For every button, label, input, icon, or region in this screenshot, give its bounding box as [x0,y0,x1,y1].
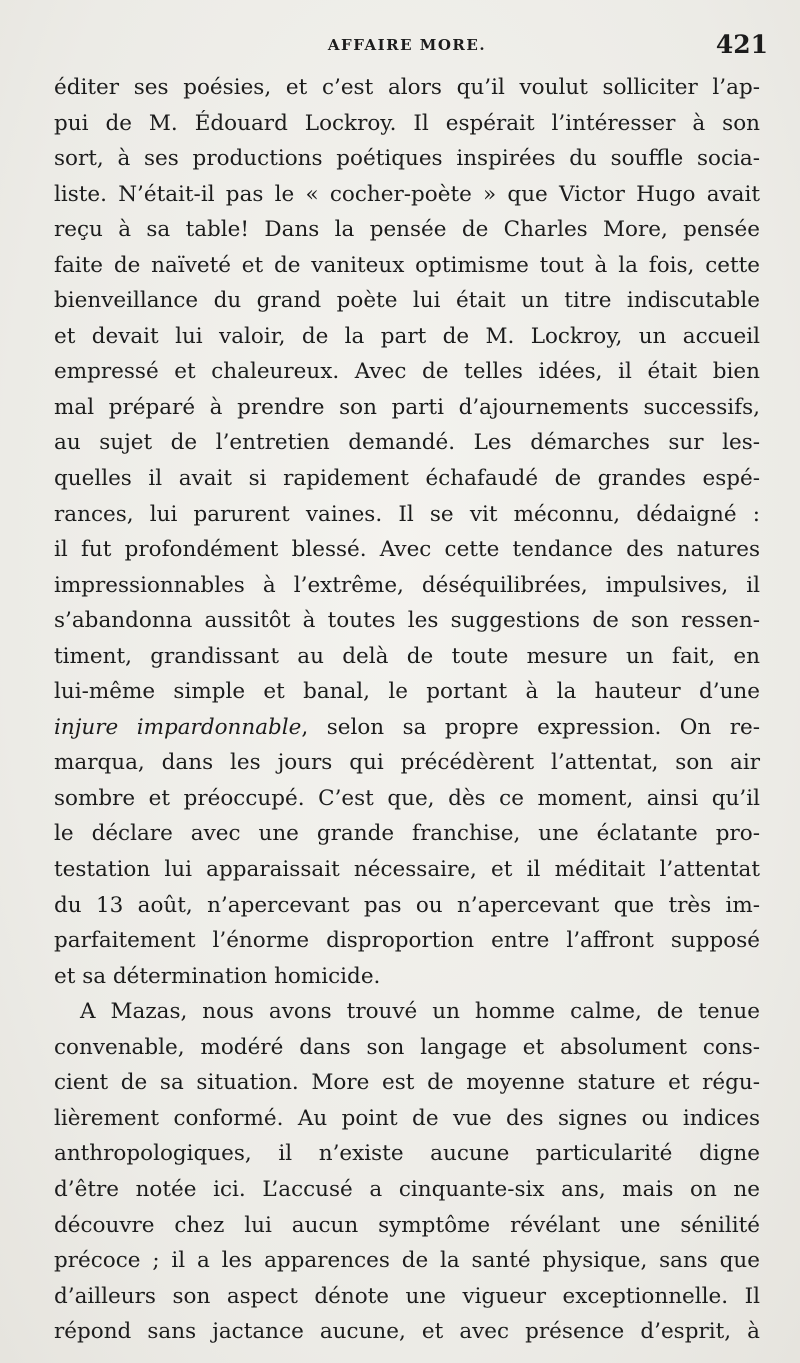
text-line: sombre et préoccupé. C’est que, dès ce moment, ainsi qu’il [54,785,760,811]
text-line: bienveillance du grand poète lui était un titre indiscutable [54,288,760,314]
page-header [52,30,768,64]
text-line: et sa détermination homicide. [54,963,381,989]
text-line: au sujet de l’entretien demandé. Les démarches sur les- [54,430,760,456]
text-line: répond sans jactance aucune, et avec présence d’esprit, à [54,1319,760,1345]
text-line: A Mazas, nous avons trouvé un homme calme, de tenue [80,999,760,1025]
text-line: cient de sa situation. More est de moyenne stature et régu- [54,1070,760,1096]
text-line: et devait lui valoir, de la part de M. Lockroy, un accueil [54,323,760,349]
text-line: le déclare avec une grande franchise, une éclatante pro- [54,821,760,847]
running-head: AFFAIRE MORE. [327,36,487,54]
text-line: mal préparé à prendre son parti d’ajournements successifs, [54,394,760,420]
text-line: éditer ses poésies, et c’est alors qu’il voulut solliciter l’ap- [54,75,760,100]
text-line: liste. N’était-il pas le « cocher-poète » que Victor Hugo avait [54,181,760,207]
text-line: faite de naïveté et de vaniteux optimisme tout à la fois, cette [54,252,760,278]
text-line: testation lui apparaissait nécessaire, et il méditait l’attentat [54,857,760,883]
text-line: sort, à ses productions poétiques inspirées du souffle socia- [54,146,760,172]
text-line: lièrement conformé. Au point de vue des signes ou indices [54,1105,760,1131]
text-line: il fut profondément blessé. Avec cette tendance des natures [54,537,760,563]
text-line: rances, lui parurent vaines. Il se vit méconnu, dédaigné : [54,501,760,527]
text-line-italic [54,710,760,746]
text-line: timent, grandissant au delà de toute mesure un fait, en [54,643,760,669]
text-line: quelles il avait si rapidement échafaudé de grandes espé- [54,466,760,492]
text-line: découvre chez lui aucun symptôme révélant une sénilité [54,1212,760,1238]
text-line: reçu à sa table! Dans la pensée de Charles More, pensée [54,217,760,243]
text-line: s’abandonna aussitôt à toutes les suggestions de son ressen- [54,608,760,634]
text-line: d’être notée ici. L’accusé a cinquante-six ans, mais on ne [54,1176,760,1202]
text-line: pui de M. Édouard Lockroy. Il espérait l’intéresser à son [54,110,760,136]
text-fragment: , selon sa propre expression. On re- [301,714,760,740]
text-line: précoce ; il a les apparences de la santé physique, sans que [54,1248,760,1274]
text-line: convenable, modéré dans son langage et absolument cons- [54,1034,760,1060]
text-line: empressé et chaleureux. Avec de telles idées, il était bien [54,359,760,385]
text-line: parfaitement l’énorme disproportion entre l’affront supposé [54,928,760,954]
text-line: d’ailleurs son aspect dénote une vigueur exceptionnelle. Il [54,1283,760,1309]
text-line: impressionnables à l’extrême, déséquilibrées, impulsives, il [54,572,760,598]
text-line: anthropologiques, il n’existe aucune particularité digne [54,1141,760,1167]
body-text [54,70,760,1350]
text-line: marqua, dans les jours qui précédèrent l’attentat, son air [54,750,760,776]
italic-phrase: injure impardonnable [54,714,302,740]
page-number: 421 [715,30,768,59]
text-line: du 13 août, n’apercevant pas ou n’apercevant que très im- [54,892,760,918]
text-line: lui-même simple et banal, le portant à la hauteur d’une [54,679,760,705]
